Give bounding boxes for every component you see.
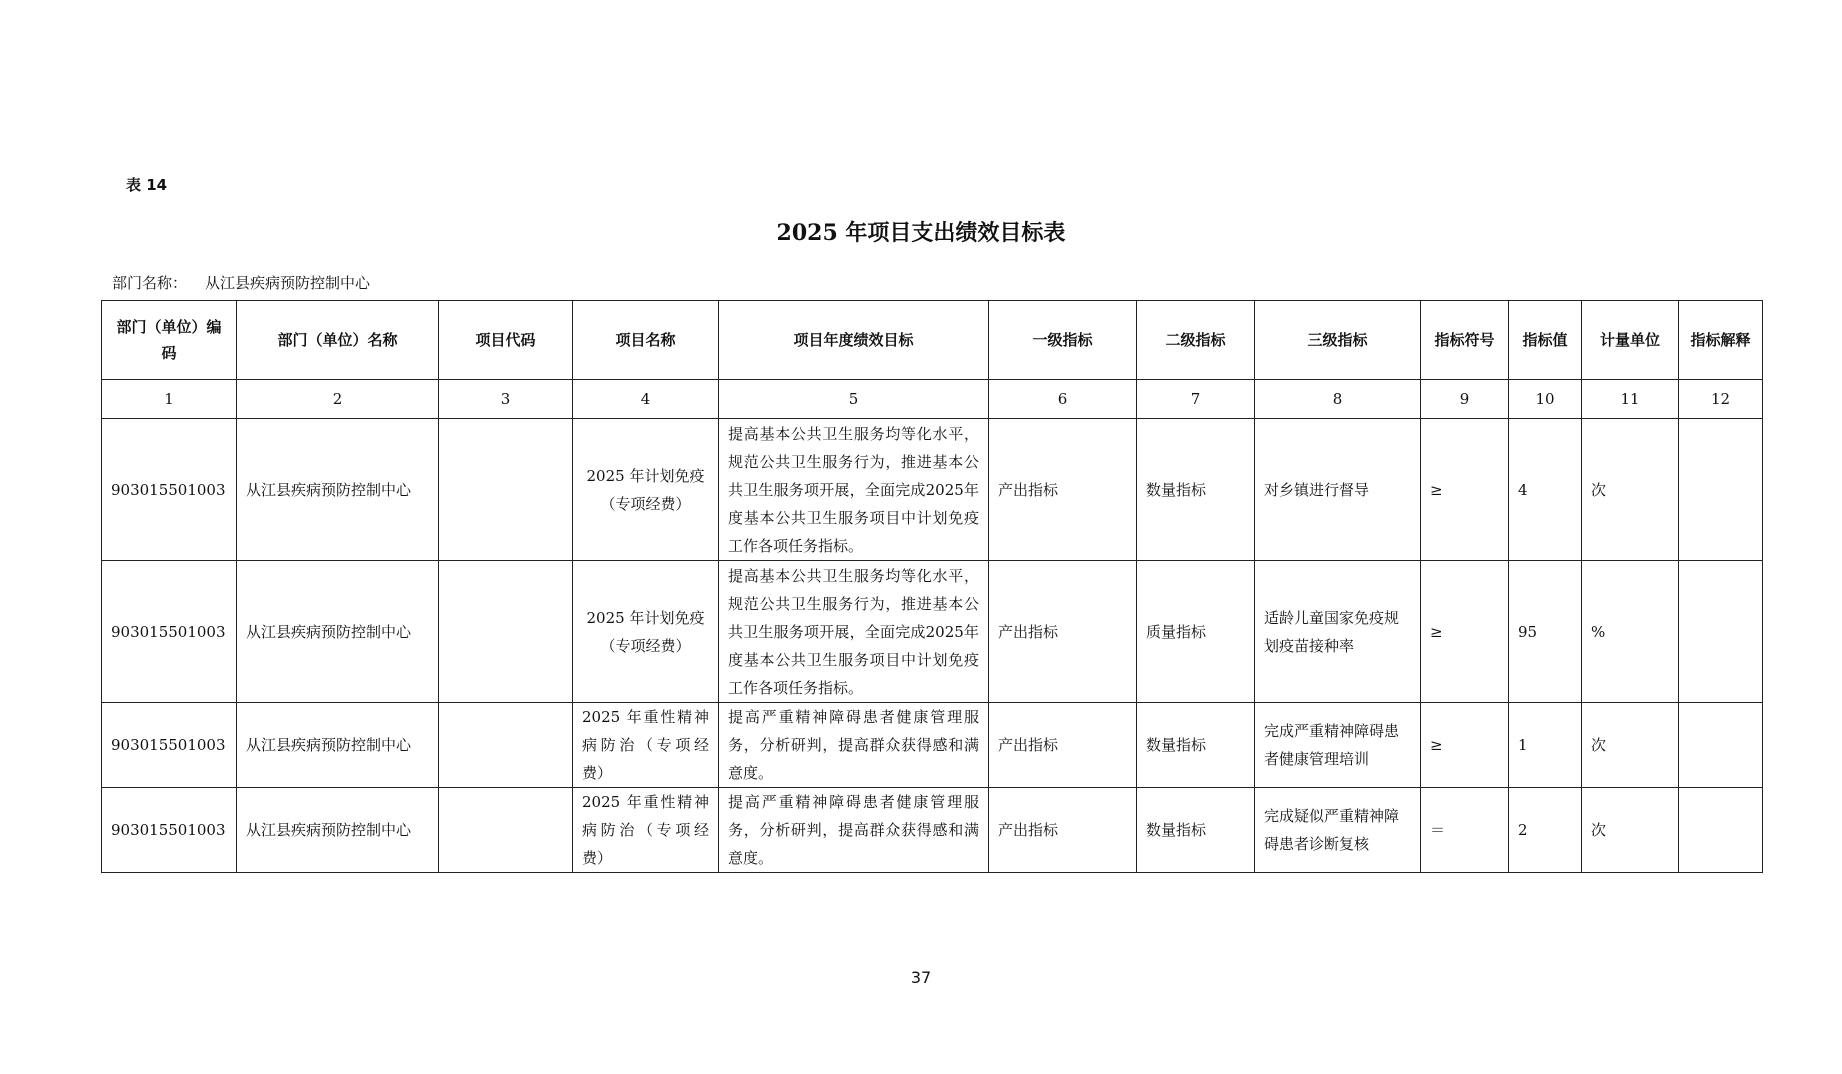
unit-cell: 次 bbox=[1582, 419, 1679, 561]
level3-indicator-cell: 完成严重精神障碍患者健康管理培训 bbox=[1255, 703, 1421, 788]
annual-goal-cell: 提高基本公共卫生服务均等化水平，规范公共卫生服务行为，推进基本公共卫生服务项开展，全面完成2025年度基本公共卫生服务项目中计划免疫工作各项任务指标。 bbox=[719, 561, 989, 703]
level3-indicator-cell: 适龄儿童国家免疫规划疫苗接种率 bbox=[1255, 561, 1421, 703]
column-number: 12 bbox=[1679, 380, 1763, 419]
header-cell: 项目代码 bbox=[439, 301, 573, 380]
project-name-cell: 2025 年重性精神病防治（专项经费） bbox=[573, 703, 719, 788]
column-number: 1 bbox=[102, 380, 237, 419]
column-number: 5 bbox=[719, 380, 989, 419]
page-number: 37 bbox=[910, 968, 932, 987]
column-number: 2 bbox=[237, 380, 439, 419]
explanation-cell bbox=[1679, 788, 1763, 873]
indicator-symbol-cell: ＝ bbox=[1421, 788, 1509, 873]
table-row bbox=[102, 419, 1763, 561]
page-title: 2025 年项目支出绩效目标表 bbox=[776, 220, 1066, 246]
project-name-cell: 2025 年计划免疫（专项经费） bbox=[573, 419, 719, 561]
header-cell: 部门（单位）编码 bbox=[102, 301, 237, 380]
indicator-symbol-cell: ≥ bbox=[1421, 561, 1509, 703]
header-cell: 三级指标 bbox=[1255, 301, 1421, 380]
performance-target-table bbox=[101, 300, 1763, 873]
table-row bbox=[102, 561, 1763, 703]
level2-indicator-cell: 数量指标 bbox=[1137, 788, 1255, 873]
indicator-value-cell: 4 bbox=[1509, 419, 1582, 561]
annual-goal-cell: 提高严重精神障碍患者健康管理服务，分析研判，提高群众获得感和满意度。 bbox=[719, 703, 989, 788]
project-code-cell bbox=[439, 561, 573, 703]
table-row bbox=[102, 703, 1763, 788]
level1-indicator-cell: 产出指标 bbox=[989, 703, 1137, 788]
level1-indicator-cell: 产出指标 bbox=[989, 788, 1137, 873]
dept-code-cell: 903015501003 bbox=[102, 703, 237, 788]
indicator-value-cell: 95 bbox=[1509, 561, 1582, 703]
column-number: 10 bbox=[1509, 380, 1582, 419]
level3-indicator-cell: 完成疑似严重精神障碍患者诊断复核 bbox=[1255, 788, 1421, 873]
project-code-cell bbox=[439, 788, 573, 873]
explanation-cell bbox=[1679, 561, 1763, 703]
unit-cell: 次 bbox=[1582, 788, 1679, 873]
indicator-value-cell: 2 bbox=[1509, 788, 1582, 873]
dept-code-cell: 903015501003 bbox=[102, 788, 237, 873]
level1-indicator-cell: 产出指标 bbox=[989, 561, 1137, 703]
column-number-row bbox=[102, 380, 1763, 419]
unit-cell: % bbox=[1582, 561, 1679, 703]
project-code-cell bbox=[439, 703, 573, 788]
annual-goal-cell: 提高基本公共卫生服务均等化水平，规范公共卫生服务行为，推进基本公共卫生服务项开展，全面完成2025年度基本公共卫生服务项目中计划免疫工作各项任务指标。 bbox=[719, 419, 989, 561]
column-number: 3 bbox=[439, 380, 573, 419]
level2-indicator-cell: 数量指标 bbox=[1137, 419, 1255, 561]
explanation-cell bbox=[1679, 419, 1763, 561]
department-label: 部门名称： bbox=[112, 274, 188, 292]
dept-name-cell: 从江县疾病预防控制中心 bbox=[237, 561, 439, 703]
unit-cell: 次 bbox=[1582, 703, 1679, 788]
header-cell: 指标符号 bbox=[1421, 301, 1509, 380]
header-cell: 部门（单位）名称 bbox=[237, 301, 439, 380]
department-value: 从江县疾病预防控制中心 bbox=[205, 274, 371, 292]
dept-name-cell: 从江县疾病预防控制中心 bbox=[237, 788, 439, 873]
level2-indicator-cell: 数量指标 bbox=[1137, 703, 1255, 788]
header-cell: 二级指标 bbox=[1137, 301, 1255, 380]
dept-name-cell: 从江县疾病预防控制中心 bbox=[237, 703, 439, 788]
explanation-cell bbox=[1679, 703, 1763, 788]
dept-code-cell: 903015501003 bbox=[102, 419, 237, 561]
column-number: 4 bbox=[573, 380, 719, 419]
column-number: 9 bbox=[1421, 380, 1509, 419]
indicator-symbol-cell: ≥ bbox=[1421, 703, 1509, 788]
project-name-cell: 2025 年计划免疫（专项经费） bbox=[573, 561, 719, 703]
department-line bbox=[112, 272, 370, 293]
table-number: 表 14 bbox=[126, 176, 168, 194]
level1-indicator-cell: 产出指标 bbox=[989, 419, 1137, 561]
annual-goal-cell: 提高严重精神障碍患者健康管理服务，分析研判，提高群众获得感和满意度。 bbox=[719, 788, 989, 873]
header-cell: 指标值 bbox=[1509, 301, 1582, 380]
header-cell: 项目年度绩效目标 bbox=[719, 301, 989, 380]
header-cell: 一级指标 bbox=[989, 301, 1137, 380]
header-cell: 项目名称 bbox=[573, 301, 719, 380]
project-name-cell: 2025 年重性精神病防治（专项经费） bbox=[573, 788, 719, 873]
level2-indicator-cell: 质量指标 bbox=[1137, 561, 1255, 703]
project-code-cell bbox=[439, 419, 573, 561]
column-number: 6 bbox=[989, 380, 1137, 419]
column-number: 11 bbox=[1582, 380, 1679, 419]
header-row bbox=[102, 301, 1763, 380]
header-cell: 指标解释 bbox=[1679, 301, 1763, 380]
dept-name-cell: 从江县疾病预防控制中心 bbox=[237, 419, 439, 561]
table-row bbox=[102, 788, 1763, 873]
dept-code-cell: 903015501003 bbox=[102, 561, 237, 703]
level3-indicator-cell: 对乡镇进行督导 bbox=[1255, 419, 1421, 561]
indicator-symbol-cell: ≥ bbox=[1421, 419, 1509, 561]
column-number: 8 bbox=[1255, 380, 1421, 419]
indicator-value-cell: 1 bbox=[1509, 703, 1582, 788]
header-cell: 计量单位 bbox=[1582, 301, 1679, 380]
column-number: 7 bbox=[1137, 380, 1255, 419]
